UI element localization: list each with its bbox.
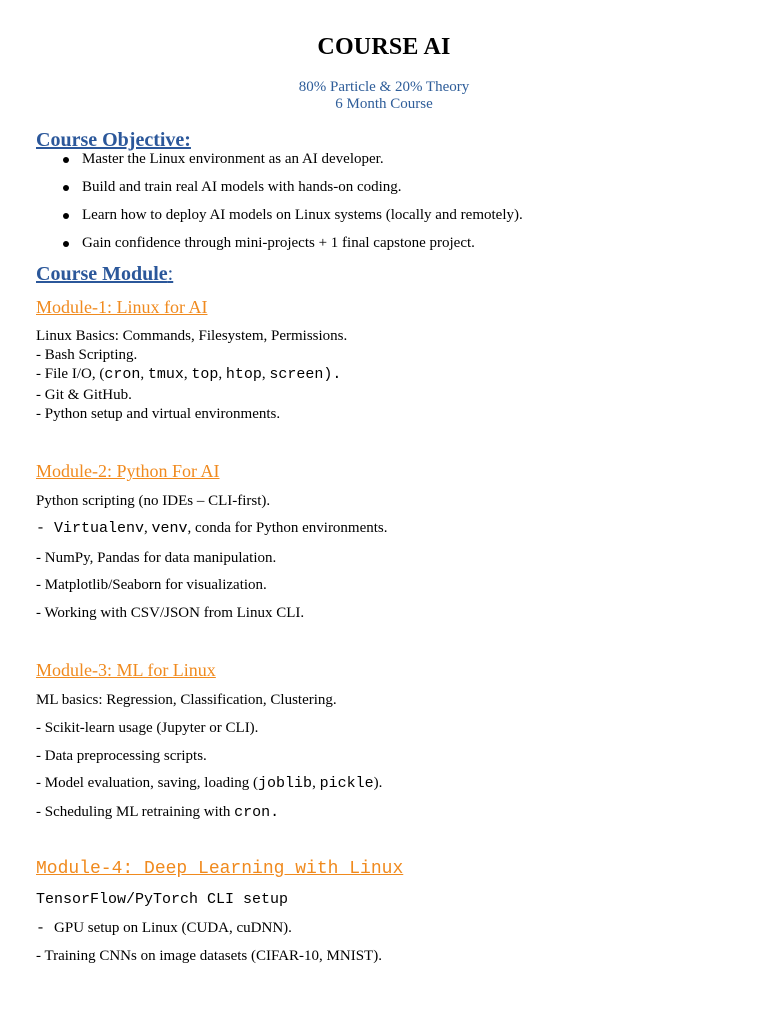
subtitle-ratio: 80% Particle & 20% Theory [298,79,470,95]
module-2-title: Module-2: Python For AI [36,461,220,481]
module-heading-text: Course Module [36,263,168,285]
module-1-line: - Python setup and virtual environments. [36,406,281,422]
module-2-line: - NumPy, Pandas for data manipulation. [36,550,277,566]
subtitle-duration: 6 Month Course [335,96,433,112]
code-fragment: tmux [147,366,184,383]
text-fragment: , conda for Python environments. [187,520,388,536]
bullet-icon [63,213,69,219]
module-4-line: - Training CNNs on image datasets (CIFAR-10, MNIST). [36,948,382,964]
bullet-icon [63,157,69,163]
module-1-title: Module-1: Linux for AI [36,297,208,317]
module-3-title: Module-3: ML for Linux [36,660,216,680]
code-fragment: - [36,920,55,937]
text-fragment: , [183,366,192,382]
text-fragment: GPU setup on Linux (CUDA, cuDNN). [54,920,292,936]
module-2-line: - Matplotlib/Seaborn for visualization. [36,577,267,593]
module-3-line [36,775,382,792]
module-3-line: - Data preprocessing scripts. [36,748,207,764]
bullet-icon [63,241,69,247]
module-4-title: Module-4: Deep Learning with Linux [36,859,404,879]
code-fragment: cron [104,366,141,383]
code-fragment: cron. [234,804,280,821]
objective-item-text: Build and train real AI models with hands-on coding. [82,179,402,195]
text-fragment: , [144,520,152,536]
text-fragment: , [312,775,320,791]
objective-item-text: Master the Linux environment as an AI developer. [82,151,384,167]
module-4-line: TensorFlow/PyTorch CLI setup [36,891,289,908]
module-heading-colon: : [167,263,174,285]
objective-item-text: Learn how to deploy AI models on Linux systems (locally and remotely). [82,207,523,223]
bullet-icon [63,185,69,191]
text-fragment: ). [373,775,383,791]
code-fragment: venv [151,520,188,537]
module-2-line: Python scripting (no IDEs – CLI-first). [36,493,271,509]
module-2-line: - Working with CSV/JSON from Linux CLI. [36,605,305,621]
code-fragment: top [191,366,219,383]
module-1-line: - Git & GitHub. [36,387,132,403]
code-fragment: - Virtualenv [36,520,145,537]
text-fragment: , [218,366,226,382]
module-1-line: Linux Basics: Commands, Filesystem, Permissions. [36,328,348,344]
objective-heading: Course Objective: [36,129,191,151]
document-title: COURSE AI [317,34,451,60]
module-3-line: - Scikit-learn usage (Jupyter or CLI). [36,720,259,736]
objective-item [82,235,475,252]
module-2-line [36,520,388,537]
code-fragment: pickle [319,775,374,792]
code-fragment: htop [225,366,262,383]
module-1-line: - Bash Scripting. [36,347,138,363]
objective-item [82,207,523,224]
text-fragment: - Model evaluation, saving, loading ( [36,775,259,791]
code-fragment: joblib [258,775,313,792]
objective-item [82,151,384,168]
code-fragment: screen). [269,366,342,383]
objective-item [82,179,402,196]
objective-item-text: Gain confidence through mini-projects + 1 final capstone project. [82,235,475,251]
module-3-line [36,804,279,821]
module-4-line [36,920,292,937]
text-fragment: , [261,366,270,382]
module-heading [36,263,173,286]
text-fragment: - Scheduling ML retraining with [36,804,235,820]
module-3-line: ML basics: Regression, Classification, Clustering. [36,692,337,708]
module-1-line [36,366,341,383]
text-fragment: - File I/O, ( [36,366,105,382]
text-fragment: , [140,366,148,382]
